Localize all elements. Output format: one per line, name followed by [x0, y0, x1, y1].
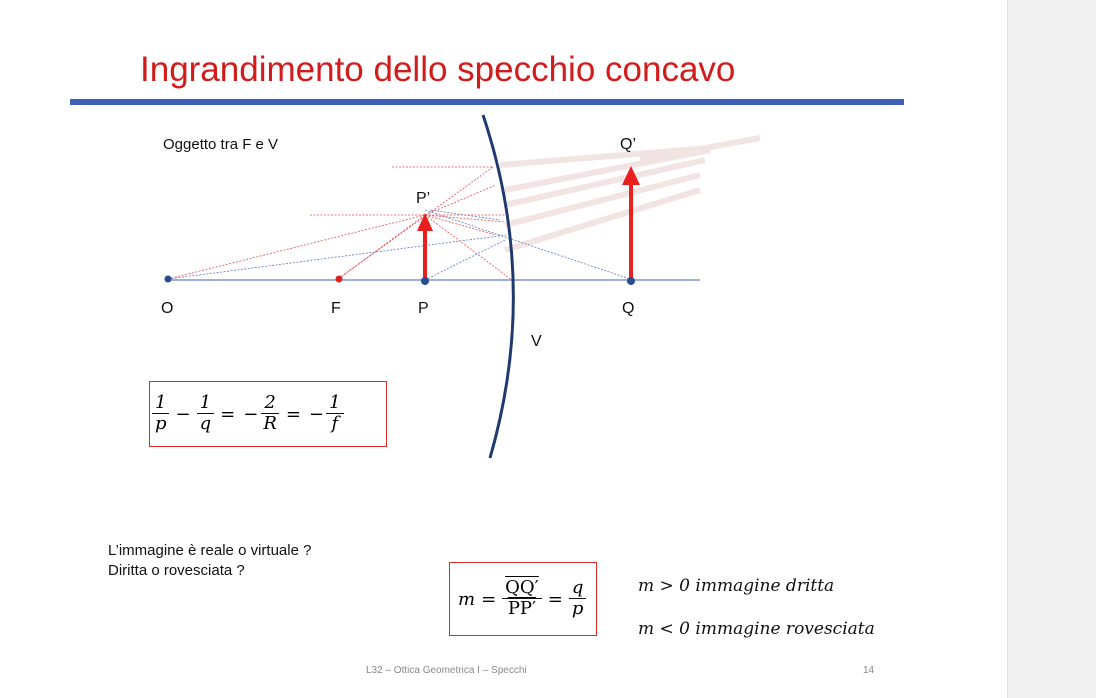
object-arrow-head	[417, 213, 433, 231]
question-real-virtual: L’immagine è reale o virtuale ?	[108, 542, 312, 559]
point-F	[336, 276, 343, 283]
page-number: 14	[863, 665, 875, 676]
point-Q	[627, 277, 635, 285]
blue-dotted-rays	[168, 210, 630, 280]
label-P-prime: P’	[416, 190, 431, 207]
slide-title: Ingrandimento dello specchio concavo	[140, 50, 736, 89]
magnification-equation: m = $\frac{QQ'}{PP'}$ = $\frac{q}{p}$	[449, 562, 597, 636]
question-upright-inverted: Diritta o rovesciata ?	[108, 562, 245, 579]
point-P	[421, 277, 429, 285]
footer-text: L32 – Ottica Geometrica I – Specchi	[366, 665, 527, 676]
label-F: F	[331, 300, 341, 317]
label-Q: Q	[622, 300, 635, 317]
red-dotted-rays	[168, 167, 512, 280]
case-negative: m < 0 immagine rovesciata	[638, 619, 875, 639]
label-O: O	[161, 300, 174, 317]
label-V: V	[531, 333, 542, 350]
label-P: P	[418, 300, 429, 317]
label-Q-prime: Q’	[620, 136, 636, 153]
mirror-equation: $\frac{1}{p}$ − $\frac{1}{q}$ = − $\frac{2}{R}$ = − $\frac{1}{f}$	[149, 381, 387, 447]
case-caption: Oggetto tra F e V	[163, 136, 279, 153]
point-O	[165, 276, 172, 283]
side-panel	[1007, 0, 1096, 698]
case-positive: m > 0 immagine dritta	[638, 576, 835, 596]
